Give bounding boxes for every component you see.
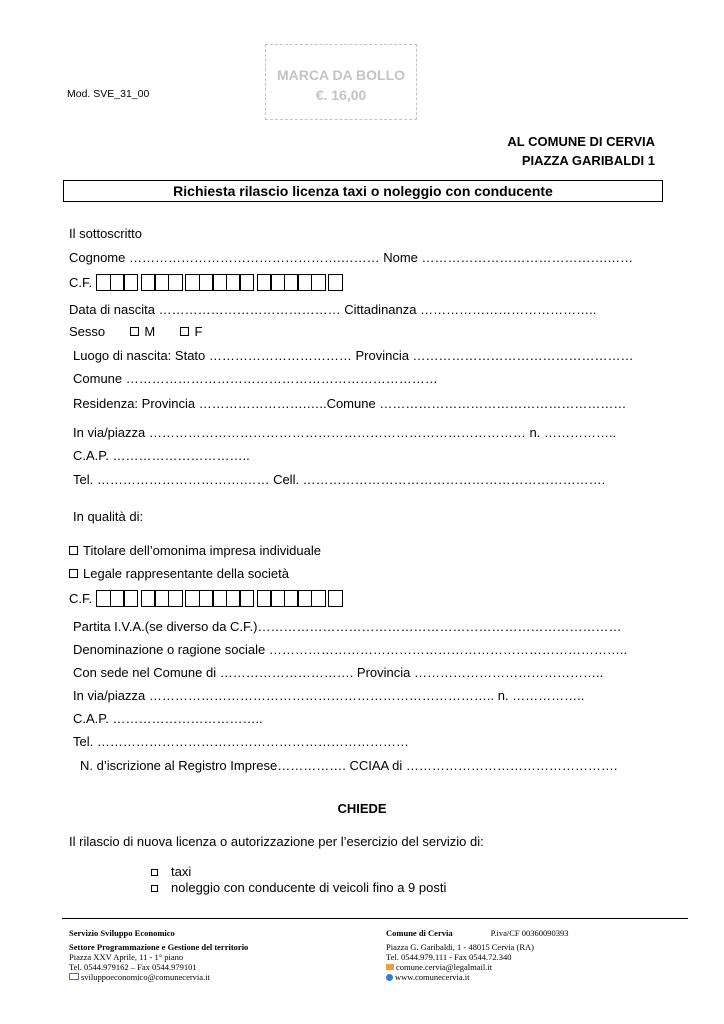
footer-right-phone: Tel. 0544.979.111 - Fax 0544.72.340 bbox=[386, 952, 512, 962]
footer-website[interactable]: www.comunecervia.it bbox=[386, 972, 569, 982]
cf-cells-group bbox=[96, 274, 137, 291]
recipient-line2: PIAZZA GARIBALDI 1 bbox=[521, 153, 655, 168]
legal-rep-checkbox[interactable] bbox=[69, 566, 289, 581]
cf-cells-group bbox=[257, 274, 325, 291]
residence-field[interactable]: Residenza: Provincia …………………….…..Comune ………………………………………………… bbox=[73, 396, 627, 411]
cf-cells-group bbox=[328, 274, 342, 291]
checkbox-icon bbox=[151, 869, 158, 876]
personal-cf-field[interactable] bbox=[69, 274, 346, 291]
company-phone-field[interactable]: Tel. ……………………………………………………………… bbox=[73, 734, 409, 749]
cf-label: C.F. bbox=[69, 275, 93, 290]
cf-cells-group bbox=[141, 274, 182, 291]
checkbox-icon bbox=[130, 327, 139, 336]
envelope-icon bbox=[386, 964, 394, 970]
stamp-label: MARCA DA BOLLO bbox=[276, 67, 406, 83]
sole-owner-checkbox[interactable] bbox=[69, 543, 321, 558]
footer-right-address: Piazza G. Garibaldi, 1 - 48015 Cervia (RA) bbox=[386, 942, 534, 952]
sex-m-checkbox[interactable]: M bbox=[130, 324, 155, 339]
sex-f-checkbox[interactable]: F bbox=[180, 324, 202, 339]
birth-date-citizenship-field[interactable]: Data di nascita …………………………………… Cittadinanza ………………………………….. bbox=[69, 302, 597, 317]
company-cap-field[interactable]: C.A.P. …………………………….. bbox=[73, 711, 263, 726]
checkbox-icon bbox=[69, 569, 78, 578]
cf-cells-group bbox=[96, 590, 137, 607]
cf-cells-group bbox=[185, 590, 253, 607]
cf-cells-group bbox=[257, 590, 325, 607]
cf-cells-group bbox=[185, 274, 253, 291]
form-title: Richiesta rilascio licenza taxi o noleggio con conducente bbox=[63, 180, 663, 202]
footer-sector: Settore Programmazione e Gestione del territorio bbox=[69, 942, 249, 952]
sole-owner-label: Titolare dell’omonima impresa individuale bbox=[83, 543, 321, 558]
request-text: Il rilascio di nuova licenza o autorizzazione per l’esercizio del servizio di: bbox=[69, 834, 484, 849]
footer-email[interactable]: sviluppoeconomico@comunecervia.it bbox=[69, 972, 248, 982]
footer-divider bbox=[62, 918, 688, 919]
footer-left bbox=[69, 928, 248, 982]
company-cf-field[interactable] bbox=[69, 590, 346, 607]
sex-label: Sesso bbox=[69, 324, 106, 339]
cap-field[interactable]: C.A.P. ………………………….. bbox=[73, 448, 250, 463]
checkbox-icon bbox=[151, 885, 158, 892]
footer-address: Piazza XXV Aprile, 11 - 1° piano bbox=[69, 952, 184, 962]
phone-field[interactable]: Tel. …………………………….…… Cell. ……………………………………………………………. bbox=[73, 472, 606, 487]
street-field[interactable]: In via/piazza …………………………………………………………………………… n. …………….. bbox=[73, 425, 617, 440]
legal-rep-label: Legale rappresentante della società bbox=[83, 566, 289, 581]
footer-phone: Tel. 0544.979162 – Fax 0544.979101 bbox=[69, 962, 197, 972]
registry-field[interactable]: N. d’iscrizione al Registro Imprese……………. CCIAA di …………………………………………. bbox=[80, 758, 618, 773]
cf-cells-group bbox=[141, 590, 182, 607]
company-name-field[interactable]: Denominazione o ragione sociale ……………………………………………………………………….. bbox=[73, 642, 628, 657]
ncc-label: noleggio con conducente di veicoli fino a 9 posti bbox=[171, 880, 447, 895]
sex-row bbox=[69, 324, 202, 339]
revenue-stamp-box bbox=[265, 44, 417, 120]
capacity-label: In qualità di: bbox=[73, 509, 144, 524]
company-street-field[interactable]: In via/piazza …………………………………………………………………….. n. …………….. bbox=[73, 688, 585, 703]
footer-right bbox=[386, 928, 569, 982]
email-icon bbox=[69, 973, 79, 980]
surname-name-field[interactable]: Cognome ………………………………………….……… Nome …………………………………….…… bbox=[69, 250, 634, 265]
request-heading: CHIEDE bbox=[337, 801, 387, 816]
taxi-label: taxi bbox=[171, 864, 192, 879]
footer-pec[interactable]: comune.cervia@legalmail.it bbox=[386, 962, 569, 972]
footer-office: Servizio Sviluppo Economico bbox=[69, 928, 175, 938]
taxi-option[interactable] bbox=[151, 864, 191, 879]
model-code: Mod. SVE_31_00 bbox=[67, 88, 150, 100]
stamp-amount: €. 16,00 bbox=[315, 87, 367, 103]
cf-label: C.F. bbox=[69, 591, 93, 606]
comune-field[interactable]: Comune ……………………………………………………………… bbox=[73, 371, 438, 386]
vat-field[interactable]: Partita I.V.A.(se diverso da C.F.)………………………………………………………………………… bbox=[73, 619, 622, 634]
checkbox-icon bbox=[69, 546, 78, 555]
ncc-option[interactable] bbox=[151, 880, 446, 895]
cf-cells-group bbox=[328, 590, 342, 607]
recipient-line1: AL COMUNE DI CERVIA bbox=[507, 134, 655, 149]
globe-icon bbox=[386, 974, 393, 981]
intro-text: Il sottoscritto bbox=[69, 226, 142, 241]
company-seat-field[interactable]: Con sede nel Comune di …………………………. Provincia …………………………………….. bbox=[73, 665, 604, 680]
birthplace-field[interactable]: Luogo di nascita: Stato …………………………… Provincia …………………………………………… bbox=[73, 348, 634, 363]
footer-vat: P.iva/CF 00360090393 bbox=[490, 928, 569, 938]
footer-municipality: Comune di Cervia bbox=[386, 928, 453, 938]
checkbox-icon bbox=[180, 327, 189, 336]
